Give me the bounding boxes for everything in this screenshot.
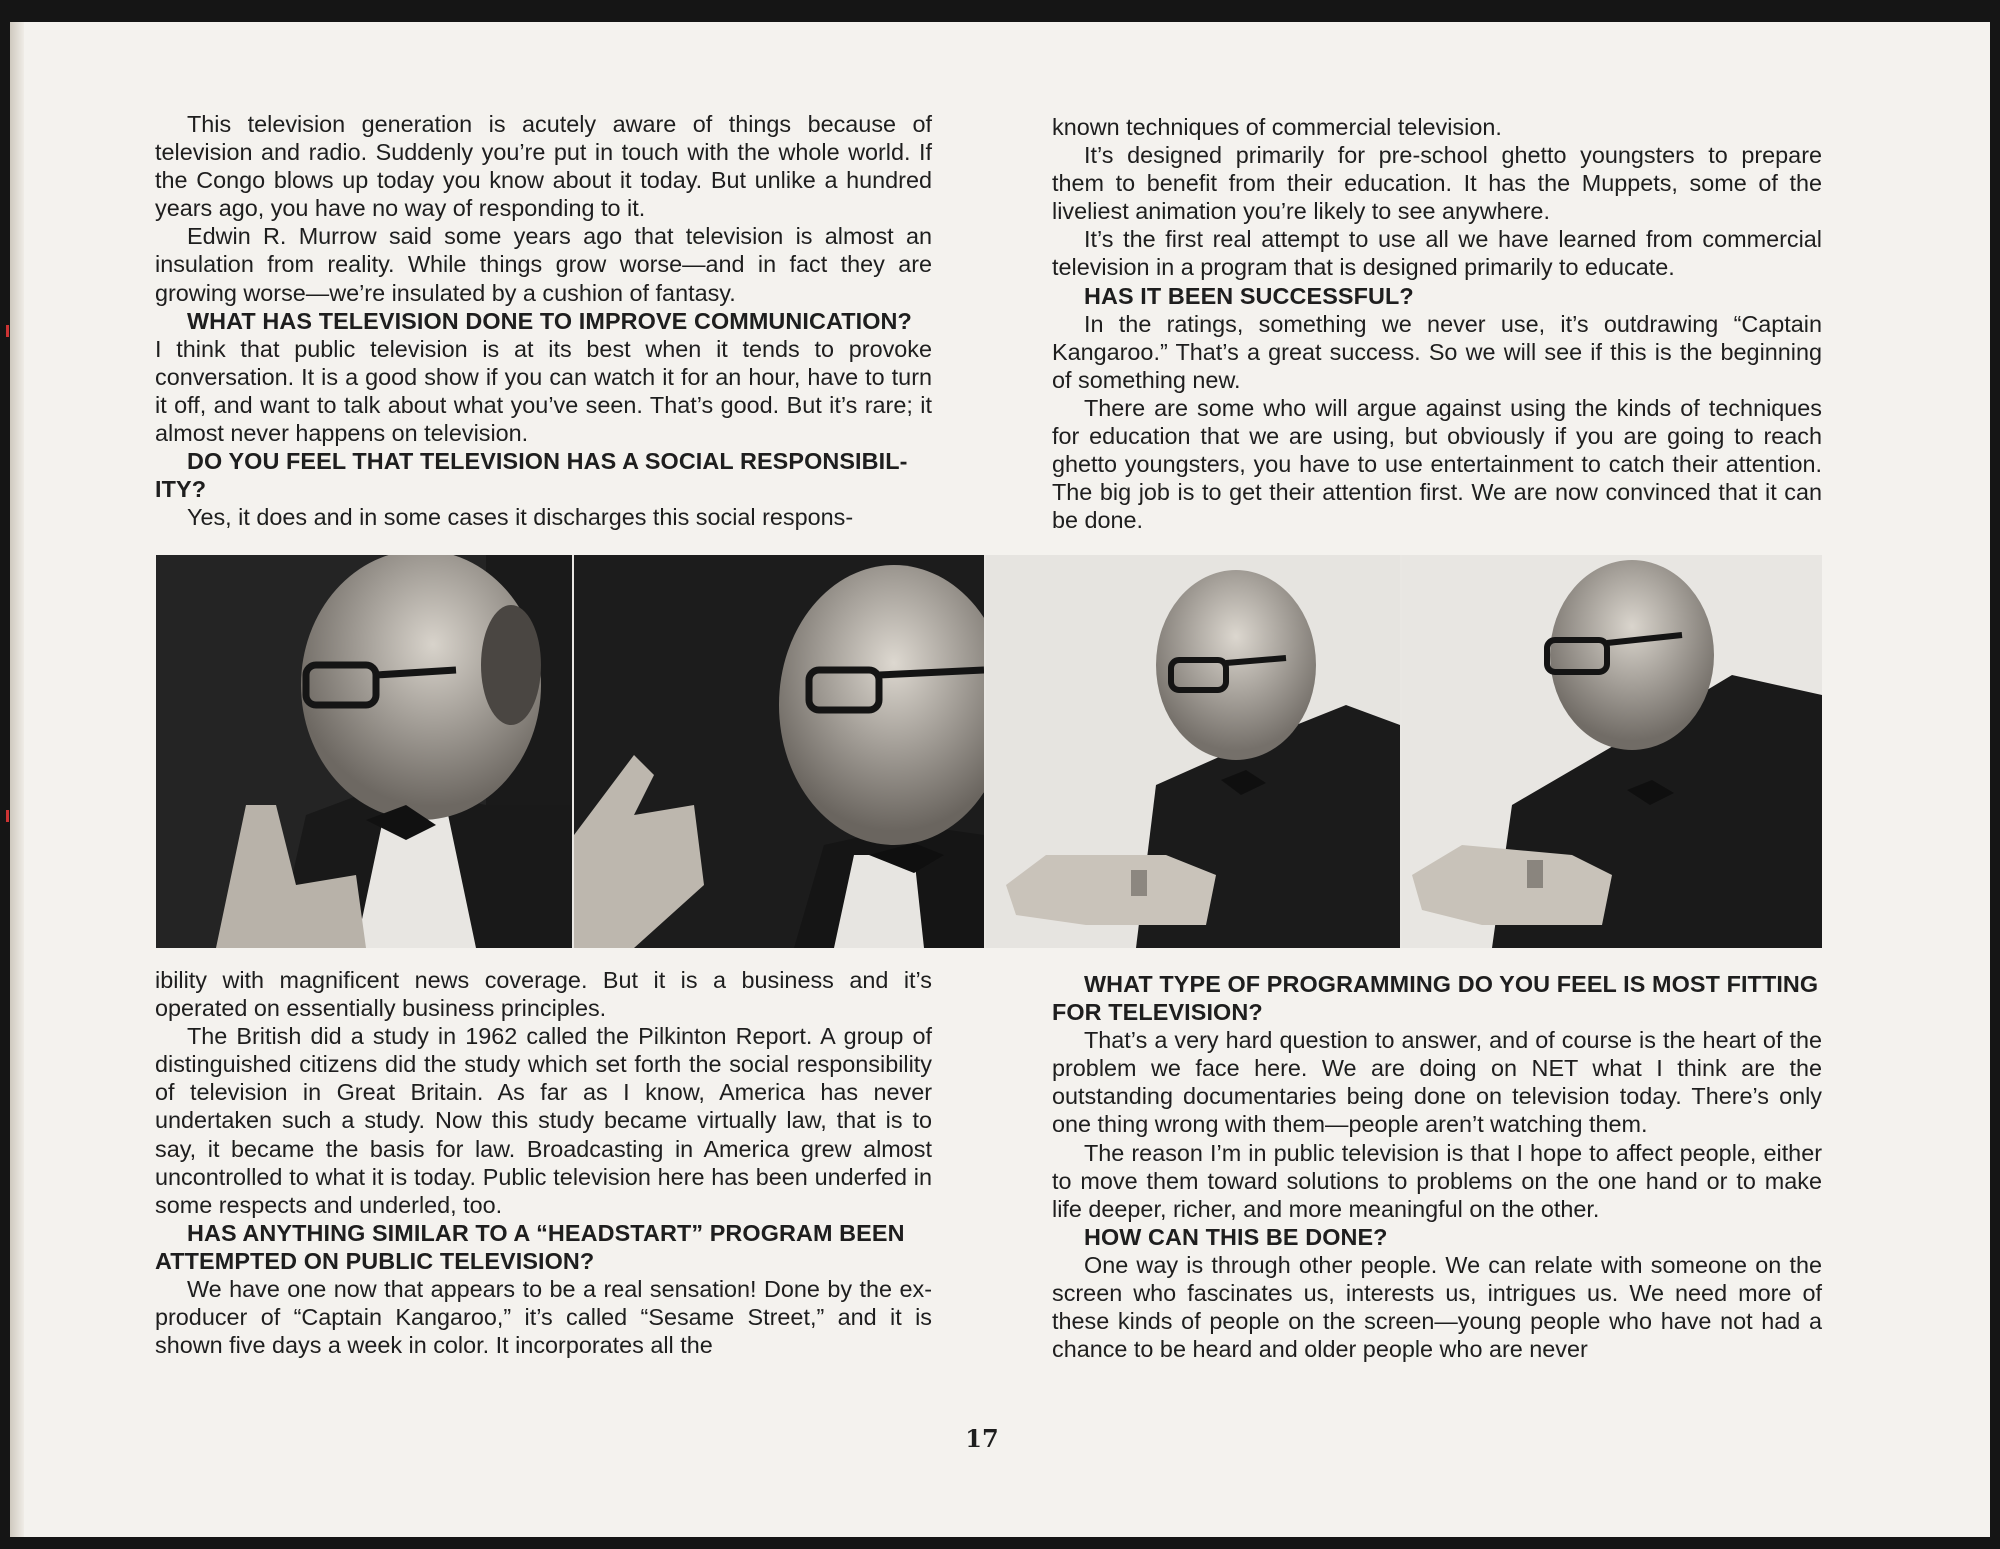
photo-speaker-2 bbox=[574, 555, 984, 948]
paragraph: ibility with magnificent news coverage. But it is a business and it’s operated on essentially business principles. bbox=[155, 967, 932, 1022]
question-heading: WHAT TYPE OF PROGRAMMING DO YOU FEEL IS MOST FITTING FOR TELEVISION? bbox=[1052, 971, 1819, 1026]
paragraph: In the ratings, something we never use, it’s outdrawing “Captain Kangaroo.” That’s a great success. So we will see if this is the beginning of something new. bbox=[1052, 310, 1822, 393]
paragraph: Yes, it does and in some cases it discharges this social respons- bbox=[187, 504, 854, 531]
page-binding bbox=[10, 22, 24, 1537]
paragraph: There are some who will argue against using the kinds of techniques for education that we are using, but obviously if you are going to reach ghetto youngsters, you have to use entertainment to catch their attention. The big job is to get their attention first. We are now convinced that it can be done. bbox=[1052, 394, 1822, 534]
photo-strip bbox=[156, 555, 1822, 948]
question-heading: HAS ANYTHING SIMILAR TO A “HEADSTART” PROGRAM BEEN ATTEMPTED ON PUBLIC TELEVISION? bbox=[155, 1219, 905, 1274]
paragraph: We have one now that appears to be a real sensation! Done by the ex-producer of “Captain Kangaroo,” it’s called “Sesame Street,” and it is shown five days a week in color. It incorporates all the bbox=[155, 1276, 932, 1359]
photo-speaker-4 bbox=[1402, 555, 1822, 948]
text-column-bottom-left bbox=[155, 966, 932, 1359]
binding-mark bbox=[6, 325, 9, 337]
paragraph: It’s designed primarily for pre-school ghetto youngsters to prepare them to benefit from their education. It has the Muppets, some of the liveliest animation you’re likely to see anywhere. bbox=[1052, 142, 1822, 225]
paragraph: This television generation is acutely aware of things because of television and radio. Suddenly you’re put in touch with the whole world. If the Congo blows up today you know about it today. But unlike a hundred years ago, you have no way of responding to it. bbox=[155, 111, 932, 222]
text-column-bottom-right bbox=[1052, 970, 1822, 1363]
question-heading: HOW CAN THIS BE DONE? bbox=[1084, 1223, 1388, 1250]
photo-speaker-1 bbox=[156, 555, 572, 948]
paragraph: I think that public television is at its best when it tends to provoke conversation. It is a good show if you can watch it for an hour, have to turn it off, and want to talk about what you’ve seen. That’s good. But it’s rare; it almost never happens on television. bbox=[155, 335, 932, 447]
text-column-top-right bbox=[1052, 113, 1822, 534]
paragraph: That’s a very hard question to answer, and of course is the heart of the problem we face here. We are doing on NET what I think are the outstanding documentaries being done on television today. There’s only one thing wrong with them—people aren’t watching them. bbox=[1052, 1027, 1822, 1138]
paragraph: One way is through other people. We can relate with someone on the screen who fascinates us, interests us, intrigues us. We need more of these kinds of people on the screen—young people who have not had a chance to be heard and older people who are never bbox=[1052, 1251, 1822, 1363]
question-heading: DO YOU FEEL THAT TELEVISION HAS A SOCIAL RESPONSIBILITY? bbox=[155, 448, 908, 503]
question-heading: WHAT HAS TELEVISION DONE TO IMPROVE COMMUNICATION? bbox=[187, 307, 912, 334]
paragraph: It’s the first real attempt to use all we have learned from commercial television in a program that is designed primarily to educate. bbox=[1052, 226, 1822, 281]
paragraph: Edwin R. Murrow said some years ago that television is almost an insulation from reality. While things grow worse—and in fact they are growing worse—we’re insulated by a cushion of fantasy. bbox=[155, 223, 932, 306]
text-column-top-left bbox=[155, 110, 932, 531]
binding-mark bbox=[6, 810, 9, 822]
paragraph: The reason I’m in public television is that I hope to affect people, either to move them toward solutions to problems on the one hand or to make life deeper, richer, and more meaningful on the other. bbox=[1052, 1139, 1822, 1222]
paragraph: The British did a study in 1962 called the Pilkinton Report. A group of distinguished citizens did the study which set forth the social responsibility of television in Great Britain. As far as I know, America has never undertaken such a study. Now this study became virtually law, that is to say, it became the basis for law. Broadcasting in America grew almost uncontrolled to what it is today. Public television here has been underfed in some respects and underled, too. bbox=[155, 1023, 932, 1218]
paragraph: known techniques of commercial television. bbox=[1052, 114, 1502, 140]
question-heading: HAS IT BEEN SUCCESSFUL? bbox=[1084, 282, 1414, 309]
page-number: 17 bbox=[965, 1424, 999, 1453]
photo-speaker-3 bbox=[986, 555, 1400, 948]
